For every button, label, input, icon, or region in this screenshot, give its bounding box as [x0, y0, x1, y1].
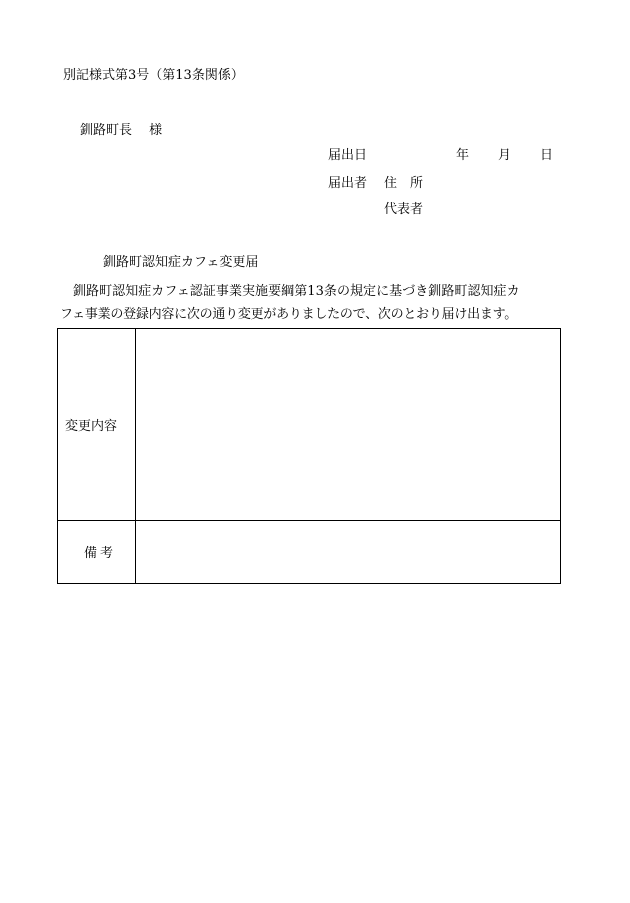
filing-date-day-label: 日: [540, 148, 554, 163]
filing-date-label: 届出日: [328, 148, 368, 163]
addressee: 釧路町長 様: [80, 123, 163, 138]
change-table: [57, 328, 561, 584]
notes-row: [58, 520, 561, 583]
applicant-label: 届出者: [328, 176, 368, 191]
document-title: 釧路町認知症カフェ変更届: [103, 255, 259, 270]
form-number: 別記様式第3号（第13条関係）: [63, 68, 244, 83]
notes-label-cell: [58, 520, 136, 583]
filing-date-year-label: 年: [456, 148, 470, 163]
notes-label: 備考: [84, 546, 117, 562]
representative-label: 代表者: [384, 202, 424, 217]
address-label: 住 所: [384, 176, 424, 191]
body-text-line-2: フェ事業の登録内容に次の通り変更がありましたので、次のとおり届け出ます。: [60, 307, 518, 322]
changes-row: [58, 329, 561, 521]
notes-value-cell[interactable]: [136, 520, 561, 583]
body-text-line-1: 釧路町認知症カフェ認証事業実施要綱第13条の規定に基づき釧路町認知症カ: [73, 284, 520, 299]
changes-value-cell[interactable]: [136, 329, 561, 521]
filing-date-month-label: 月: [498, 148, 512, 163]
changes-label-cell: [58, 329, 136, 521]
changes-label: 変更内容: [65, 418, 118, 434]
body-text: [60, 280, 562, 326]
